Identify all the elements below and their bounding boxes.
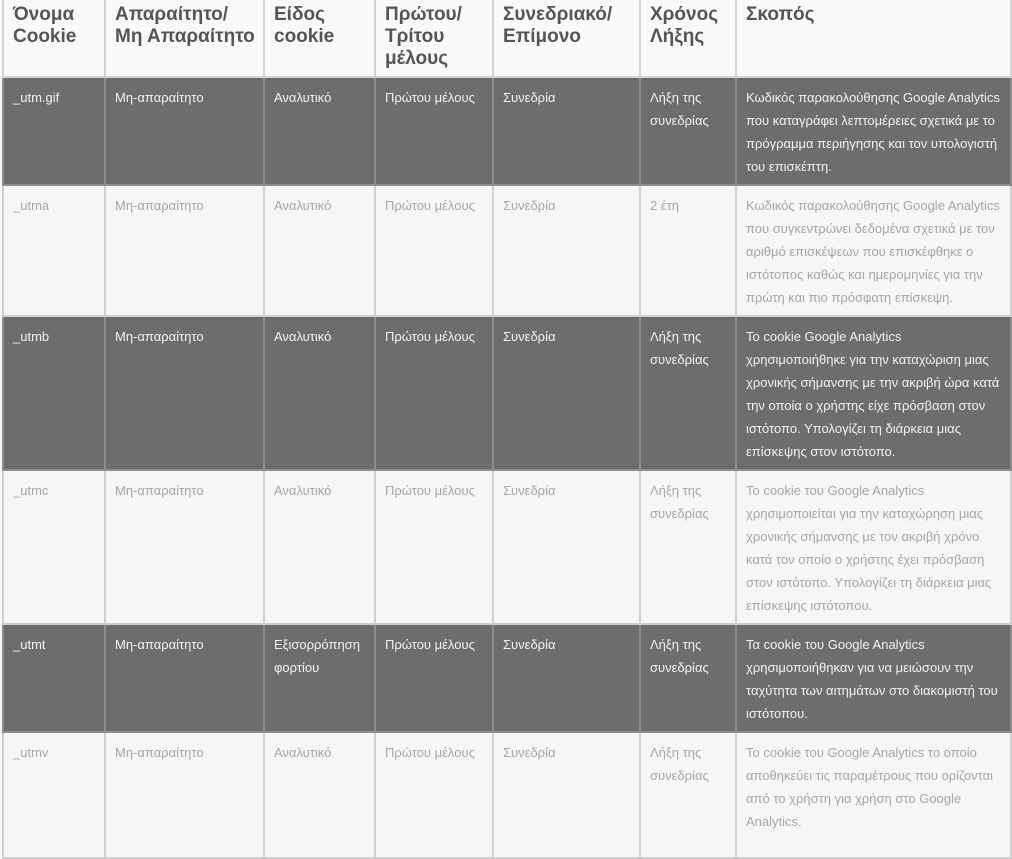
- cell-party: Πρώτου μέλους: [375, 732, 493, 858]
- header-necessity: Απαραίτητο/ Μη Απαραίτητο: [105, 0, 264, 77]
- cell-necessity: Μη-απαραίτητο: [105, 316, 264, 470]
- cell-expiry: Λήξη της συνεδρίας: [640, 732, 736, 858]
- table-row: [3, 77, 1011, 185]
- cell-cookie-type: Αναλυτικό: [264, 185, 375, 316]
- header-cookie-type: Είδος cookie: [264, 0, 375, 77]
- table-row: [3, 624, 1011, 732]
- cell-session-persistent: Συνεδρία: [493, 185, 640, 316]
- cell-expiry: Λήξη της συνεδρίας: [640, 316, 736, 470]
- cell-session-persistent: Συνεδρία: [493, 470, 640, 624]
- cell-necessity: Μη-απαραίτητο: [105, 185, 264, 316]
- table-row: [3, 470, 1011, 624]
- cell-expiry: Λήξη της συνεδρίας: [640, 77, 736, 185]
- cell-party: Πρώτου μέλους: [375, 185, 493, 316]
- header-row: [3, 0, 1011, 77]
- cookie-table: [2, 0, 1012, 859]
- cell-purpose: Το cookie του Google Analytics χρησιμοποιείται για την καταχώρηση μιας χρονικής σήμανσης με τον ακριβή χρόνο κατά τον οποίο ο χρήστης έχει πρόσβαση στον ιστότοπο. Υπολογίζει τη διάρκεια μιας επίσκεψης ιστότοπου.: [736, 470, 1011, 624]
- cell-cookie-name: _utmt: [3, 624, 105, 732]
- cell-expiry: Λήξη της συνεδρίας: [640, 624, 736, 732]
- table-header: [3, 0, 1011, 77]
- cell-party: Πρώτου μέλους: [375, 470, 493, 624]
- cell-cookie-type: Αναλυτικό: [264, 732, 375, 858]
- table-row: [3, 732, 1011, 858]
- header-purpose: Σκοπός: [736, 0, 1011, 77]
- cell-session-persistent: Συνεδρία: [493, 624, 640, 732]
- cell-cookie-name: _utmv: [3, 732, 105, 858]
- cell-purpose: Το cookie Google Analytics χρησιμοποιήθηκε για την καταχώριση μιας χρονικής σήμανσης με την ακριβή ώρα κατά την οποία ο χρήστης είχε πρόσβαση στον ιστότοπο. Υπολογίζει τη διάρκεια μιας επίσκεψης στον ιστότοπο.: [736, 316, 1011, 470]
- cell-cookie-type: Εξισορρόπηση φορτίου: [264, 624, 375, 732]
- header-expiry: Χρόνος Λήξης: [640, 0, 736, 77]
- table-row: [3, 316, 1011, 470]
- cell-session-persistent: Συνεδρία: [493, 732, 640, 858]
- cell-cookie-name: _utm.gif: [3, 77, 105, 185]
- table-row: [3, 185, 1011, 316]
- cell-party: Πρώτου μέλους: [375, 624, 493, 732]
- cell-party: Πρώτου μέλους: [375, 316, 493, 470]
- table-body: [3, 77, 1011, 858]
- cell-cookie-name: _utmc: [3, 470, 105, 624]
- cell-session-persistent: Συνεδρία: [493, 77, 640, 185]
- cell-purpose: Κωδικός παρακολούθησης Google Analytics που καταγράφει λεπτομέρειες σχετικά με το πρόγραμμα περιήγησης και τον υπολογιστή του επισκέπτη.: [736, 77, 1011, 185]
- header-party: Πρώτου/ Τρίτου μέλους: [375, 0, 493, 77]
- cell-expiry: 2 έτη: [640, 185, 736, 316]
- cell-session-persistent: Συνεδρία: [493, 316, 640, 470]
- cell-necessity: Μη-απαραίτητο: [105, 77, 264, 185]
- cell-cookie-name: _utma: [3, 185, 105, 316]
- cell-cookie-type: Αναλυτικό: [264, 316, 375, 470]
- cell-necessity: Μη-απαραίτητο: [105, 470, 264, 624]
- header-session-persistent: Συνεδριακό/ Επίμονο: [493, 0, 640, 77]
- cell-purpose: Το cookie του Google Analytics το οποίο αποθηκεύει τις παραμέτρους που ορίζονται από το χρήστη για χρήση στο Google Analytics.: [736, 732, 1011, 858]
- cell-expiry: Λήξη της συνεδρίας: [640, 470, 736, 624]
- cell-purpose: Κωδικός παρακολούθησης Google Analytics που συγκεντρώνει δεδομένα σχετικά με τον αριθμό επισκέψεων που επισκέφθηκε ο ιστότοπος καθώς και ημερομηνίες για την πρώτη και πιο πρόσφατη επίσκεψη.: [736, 185, 1011, 316]
- cell-party: Πρώτου μέλους: [375, 77, 493, 185]
- header-cookie-name: Όνομα Cookie: [3, 0, 105, 77]
- cell-necessity: Μη-απαραίτητο: [105, 624, 264, 732]
- cell-cookie-name: _utmb: [3, 316, 105, 470]
- cell-cookie-type: Αναλυτικό: [264, 470, 375, 624]
- cell-necessity: Μη-απαραίτητο: [105, 732, 264, 858]
- cell-purpose: Τα cookie του Google Analytics χρησιμοποιήθηκαν για να μειώσουν την ταχύτητα των αιτημάτων στο διακομιστή του ιστότοπου.: [736, 624, 1011, 732]
- cell-cookie-type: Αναλυτικό: [264, 77, 375, 185]
